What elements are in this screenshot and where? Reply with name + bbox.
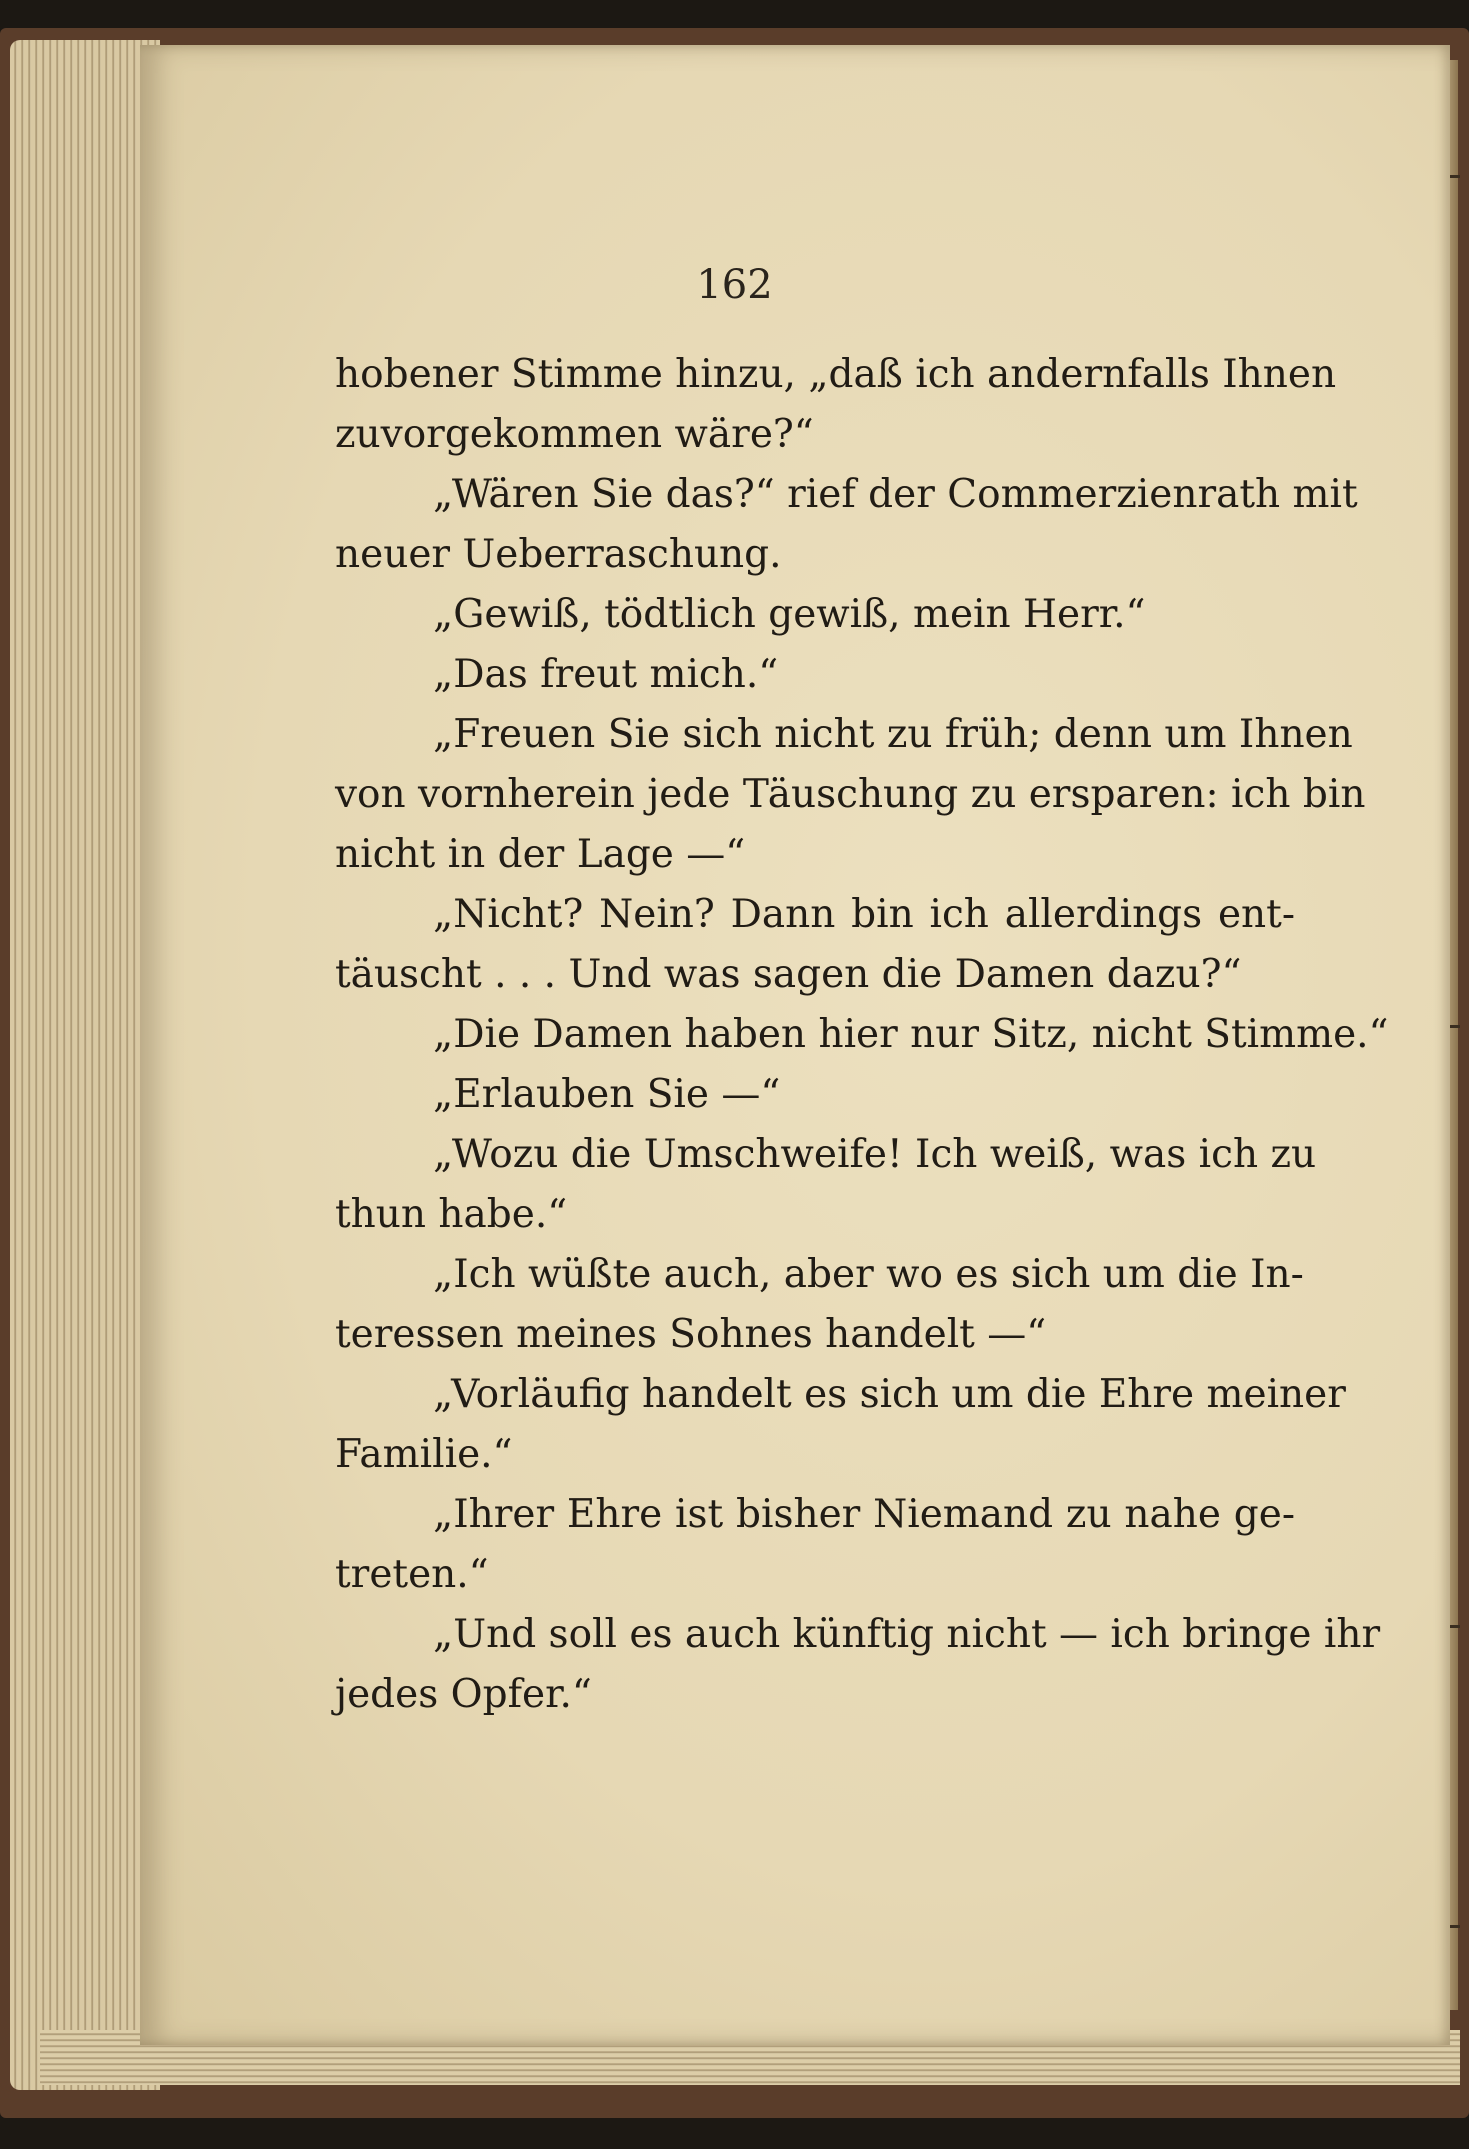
text-line: „Ihrer Ehre ist bisher Niemand zu nahe ge- (433, 1492, 1295, 1537)
text-line: „Nicht? Nein? Dann bin ich allerdings ent- (433, 892, 1295, 937)
text-line: treten.“ (335, 1552, 489, 1597)
text-line: „Freuen Sie sich nicht zu früh; denn um Ihnen (433, 712, 1353, 757)
text-line: neuer Ueberraschung. (335, 532, 782, 577)
page-number: 162 (696, 262, 773, 308)
text-line: „Die Damen haben hier nur Sitz, nicht Stimme.“ (433, 1012, 1389, 1057)
text-line: „Ich wüßte auch, aber wo es sich um die In- (433, 1252, 1304, 1297)
text-line: „Und soll es auch künftig nicht — ich bringe ihr (433, 1612, 1381, 1657)
text-line: „Wären Sie das?“ rief der Commerzienrath mit (433, 472, 1358, 517)
text-line: von vornherein jede Täuschung zu ersparen: ich bin (335, 772, 1366, 817)
body-text (335, 345, 1389, 1725)
text-line: täuscht . . . Und was sagen die Damen dazu?“ (335, 952, 1242, 997)
text-line: „Wozu die Umschweife! Ich weiß, was ich zu (433, 1132, 1317, 1177)
text-line: Familie.“ (335, 1432, 513, 1477)
text-line: zuvorgekommen wäre?“ (335, 412, 814, 457)
text-line: hobener Stimme hinzu, „daß ich andernfalls Ihnen (335, 352, 1337, 397)
text-line: thun habe.“ (335, 1192, 568, 1237)
text-line: jedes Opfer.“ (335, 1672, 592, 1717)
text-line: „Erlauben Sie —“ (433, 1072, 781, 1117)
text-line: „Gewiß, tödtlich gewiß, mein Herr.“ (433, 592, 1146, 637)
text-line: nicht in der Lage —“ (335, 832, 746, 877)
text-line: teressen meines Sohnes handelt —“ (335, 1312, 1047, 1357)
text-line: „Das freut mich.“ (433, 652, 779, 697)
text-line: „Vorläufig handelt es sich um die Ehre meiner (433, 1372, 1346, 1417)
page-stack-edges (10, 40, 160, 2090)
